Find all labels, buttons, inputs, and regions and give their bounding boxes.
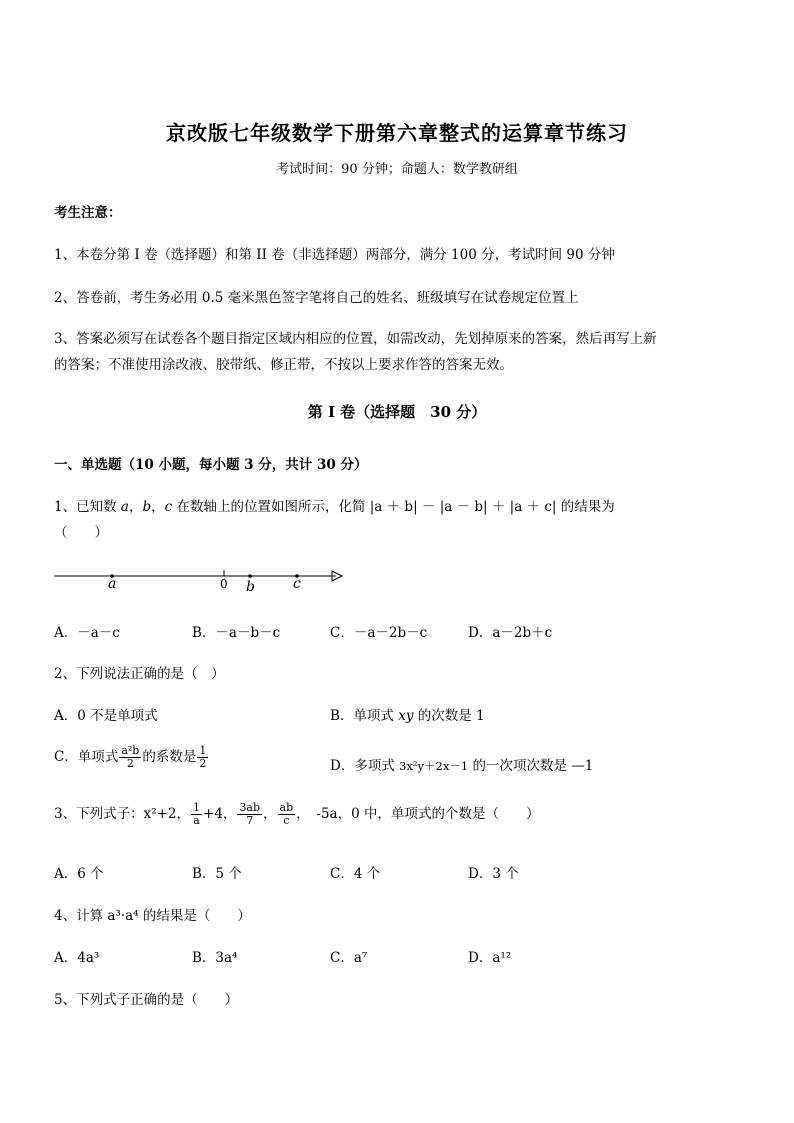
fraction-numerator: 1	[193, 801, 201, 814]
option-text: B．单项式	[330, 708, 399, 724]
question-1-text-cont: 在数轴上的位置如图所示，化简 |a ＋ b| － |a － b| ＋ |a ＋ c| 的结果为	[172, 499, 615, 515]
question-3-option-d[interactable]: D．3 个	[468, 866, 519, 882]
notice-item-1: 1、本卷分第 I 卷（选择题）和第 II 卷（非选择题）两部分，满分 100 分，考试时间 90 分钟	[54, 247, 615, 263]
option-text: D．多项式	[330, 758, 400, 774]
question-2-stem: 2、下列说法正确的是（ ）	[54, 666, 225, 682]
fraction-denominator: 2	[126, 757, 134, 770]
notice-item-2: 2、答卷前，考生务必用 0.5 毫米黑色签字笔将自己的姓名、班级填写在试卷规定位置上	[54, 290, 579, 306]
page-title: 京改版七年级数学下册第六章整式的运算章节练习	[166, 121, 628, 145]
question-1-text: 1、已知数	[54, 499, 121, 515]
fraction-denominator: 7	[246, 814, 254, 827]
question-2-option-d[interactable]	[330, 754, 593, 774]
fraction	[278, 802, 296, 827]
expr-xy: xy	[398, 708, 414, 724]
label-b: b	[246, 579, 255, 595]
question-3-option-c[interactable]: C．4 个	[330, 866, 381, 882]
expr: +4，	[203, 806, 237, 822]
var-c: c	[164, 499, 173, 515]
question-3-option-b[interactable]: B．5 个	[192, 866, 242, 882]
polynomial: 3x²y＋2x－1	[399, 759, 469, 773]
fraction-numerator: ab	[279, 801, 294, 814]
fraction	[119, 745, 141, 770]
part-1-title: 第 I 卷（选择题 30 分）	[307, 403, 487, 421]
question-1-stem	[54, 495, 615, 515]
question-3-stem	[54, 802, 540, 827]
fraction-denominator: 2	[199, 757, 207, 770]
fraction-numerator: 3ab	[239, 801, 261, 814]
label-0: 0	[220, 577, 228, 591]
question-2-option-a[interactable]: A．0 不是单项式	[54, 708, 158, 724]
question-2-option-b[interactable]	[330, 704, 485, 724]
question-4-stem: 4、计算 a³·a⁴ 的结果是（ ）	[54, 908, 251, 924]
fraction-denominator: a	[193, 814, 200, 827]
number-line	[50, 560, 350, 600]
fraction-denominator: c	[283, 814, 290, 827]
question-1-option-c[interactable]: C．－a－2b－c	[330, 625, 428, 641]
question-1-option-d[interactable]: D．a－2b＋c	[468, 625, 553, 641]
question-3-text: 3、下列式子：	[54, 806, 144, 822]
option-text: 的系数是	[142, 749, 197, 765]
notice-item-3-line-2: 的答案；不准使用涂改液、胶带纸、修正带，不按以上要求作答的答案无效。	[54, 357, 513, 373]
fraction	[191, 802, 202, 827]
question-3-option-a[interactable]: A．6 个	[54, 866, 104, 882]
question-4-option-a[interactable]: A．4a³	[54, 950, 100, 966]
fraction	[197, 745, 208, 770]
question-2-option-c[interactable]	[54, 745, 209, 770]
question-1-answer-paren: （ ）	[54, 525, 108, 541]
question-1-option-b[interactable]: B．－a－b－c	[192, 625, 281, 641]
var-b: b	[142, 499, 152, 515]
section-1-title: 一、单选题（10 小题，每小题 3 分，共计 30 分）	[54, 457, 368, 473]
notice-item-3-line-1: 3、答案必须写在试卷各个题目指定区域内相应的位置，如需改动，先划掉原来的答案，然后再写上新	[54, 331, 657, 347]
label-c: c	[293, 576, 301, 592]
question-1-option-a[interactable]: A．－a－c	[54, 625, 120, 641]
separator: ，	[263, 806, 277, 822]
option-text: C．单项式	[54, 749, 119, 765]
question-4-option-b[interactable]: B．3a⁴	[192, 950, 238, 966]
point-b	[248, 574, 252, 578]
question-4-option-c[interactable]: C．a⁷	[330, 950, 368, 966]
fraction-numerator: a²b	[121, 744, 140, 757]
var-a: a	[120, 499, 129, 515]
option-text: 的次数是 1	[413, 708, 485, 724]
label-a: a	[108, 576, 117, 592]
expr: x²+2，	[143, 806, 191, 822]
exam-info: 考试时间：90 分钟；命题人：数学教研组	[276, 162, 518, 177]
separator: ，	[128, 499, 143, 515]
question-5-stem: 5、下列式子正确的是（ ）	[54, 992, 239, 1008]
option-text: 的一次项次数是 —1	[468, 758, 594, 774]
fraction	[237, 802, 262, 827]
question-3-text-cont: ， -5a，0 中，单项式的个数是（ ）	[296, 806, 540, 822]
fraction-numerator: 1	[199, 744, 207, 757]
notice-heading: 考生注意：	[54, 205, 122, 221]
question-4-option-d[interactable]: D．a¹²	[468, 950, 512, 966]
separator: ，	[151, 499, 165, 515]
